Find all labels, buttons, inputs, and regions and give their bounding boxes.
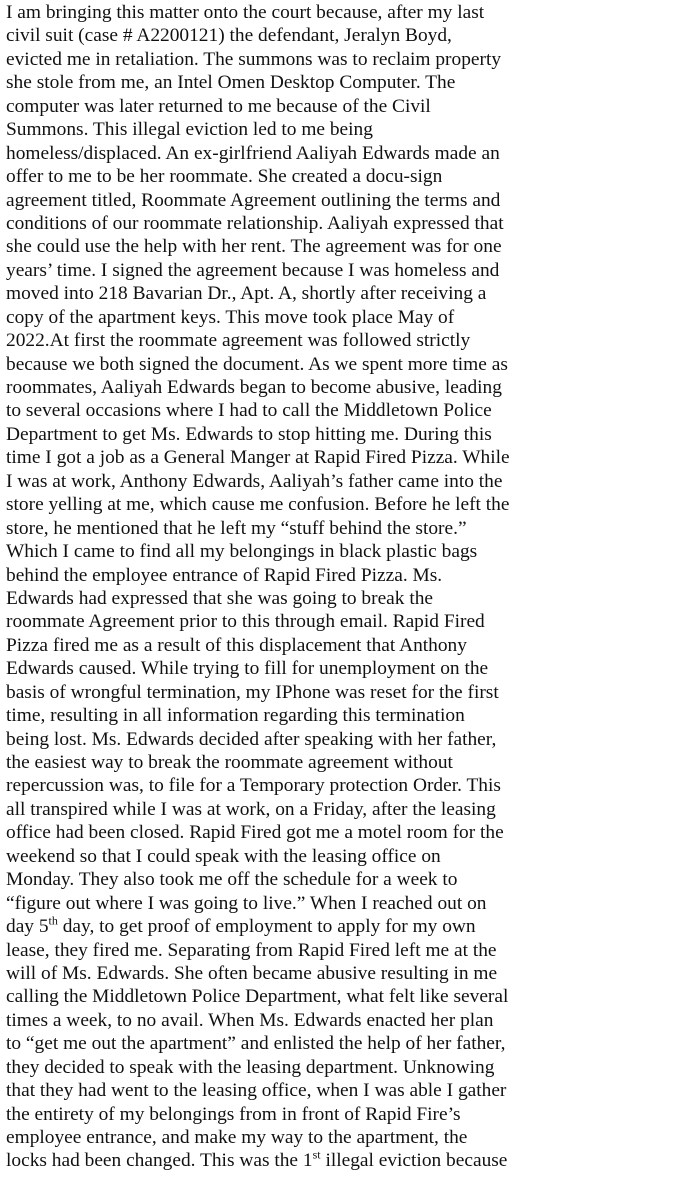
text-line — [6, 634, 699, 657]
text-segment: I am bringing this matter onto the court because, after my last — [6, 2, 485, 23]
text-segment: Which I came to find all my belongings in black plastic bags — [6, 541, 478, 563]
text-line — [6, 399, 699, 422]
text-segment: the entirety of my belongings from in front of Rapid Fire’s — [6, 1103, 461, 1125]
text-segment: will of Ms. Edwards. She often became abusive resulting in me — [6, 962, 498, 984]
text-line — [6, 235, 699, 258]
text-line — [6, 798, 699, 821]
text-line — [6, 892, 699, 915]
text-segment: computer was later returned to me because of the Civil — [6, 95, 431, 117]
text-segment: locks had been changed. This was the 1 — [6, 1150, 313, 1172]
text-segment: “figure out where I was going to live.” When I reached out on — [6, 892, 487, 914]
text-line — [6, 48, 699, 71]
text-line — [6, 774, 699, 797]
text-line — [6, 1056, 699, 1079]
text-line — [6, 845, 699, 868]
text-segment: I was at work, Anthony Edwards, Aaliyah’s father came into the — [6, 470, 503, 492]
text-segment: store, he mentioned that he left my “stuff behind the store.” — [6, 517, 467, 539]
text-segment: because we both signed the document. As we spent more time as — [6, 353, 508, 375]
text-line — [6, 165, 699, 188]
text-line — [6, 868, 699, 891]
text-line — [6, 95, 699, 118]
text-segment: offer to me to be her roommate. She created a docu-sign — [6, 166, 443, 188]
text-segment: day, to get proof of employment to apply for my own — [57, 916, 476, 938]
text-segment: she stole from me, an Intel Omen Desktop Computer. The — [6, 72, 456, 94]
text-line — [6, 681, 699, 704]
text-segment: time, resulting in all information regarding this termination — [6, 705, 465, 727]
text-segment: calling the Middletown Police Department, what felt like several — [6, 986, 509, 1008]
document-body-text — [6, 1, 699, 1173]
text-segment: civil suit (case # A2200121) the defendant, Jeralyn Boyd, — [6, 25, 452, 47]
text-segment: time I got a job as a General Manger at Rapid Fired Pizza. While — [6, 447, 510, 469]
text-segment: 2022.At first the roommate agreement was followed strictly — [6, 330, 471, 352]
text-segment: roommates, Aaliyah Edwards began to become abusive, leading — [6, 377, 502, 398]
text-line — [6, 610, 699, 633]
text-segment: times a week, to no avail. When Ms. Edwards enacted her plan — [6, 1009, 494, 1031]
text-line — [6, 376, 699, 399]
text-segment: that they had went to the leasing office, when I was able I gather — [6, 1080, 507, 1102]
text-segment: employee entrance, and make my way to the apartment, the — [6, 1127, 468, 1148]
text-line — [6, 259, 699, 282]
text-line — [6, 821, 699, 844]
text-line — [6, 470, 699, 493]
text-line — [6, 423, 699, 446]
text-segment: agreement titled, Roommate Agreement outlining the terms and — [6, 189, 501, 211]
text-line — [6, 704, 699, 727]
text-segment: moved into 218 Bavarian Dr., Apt. A, shortly after receiving a — [6, 283, 487, 305]
superscript-ordinal: st — [312, 1147, 321, 1162]
text-segment: they decided to speak with the leasing department. Unknowing — [6, 1056, 495, 1078]
text-segment: Pizza fired me as a result of this displacement that Anthony — [6, 634, 467, 656]
text-segment: Edwards caused. While trying to fill for unemployment on the — [6, 658, 489, 680]
text-segment: Department to get Ms. Edwards to stop hitting me. During this — [6, 423, 492, 445]
text-segment: copy of the apartment keys. This move took place May of — [6, 306, 455, 328]
text-line — [6, 212, 699, 235]
text-segment: behind the employee entrance of Rapid Fired Pizza. Ms. — [6, 564, 443, 586]
text-line — [6, 1, 699, 24]
text-line — [6, 751, 699, 774]
text-segment: illegal eviction because — [320, 1150, 508, 1172]
text-segment: repercussion was, to file for a Temporary protection Order. This — [6, 775, 501, 797]
text-line — [6, 1149, 699, 1172]
text-line — [6, 657, 699, 680]
text-line — [6, 540, 699, 563]
text-segment: basis of wrongful termination, my IPhone was reset for the first — [6, 681, 499, 703]
text-segment: all transpired while I was at work, on a Friday, after the leasing — [6, 798, 496, 820]
text-segment: store yelling at me, which cause me confusion. Before he left the — [6, 494, 510, 516]
text-line — [6, 71, 699, 94]
text-line — [6, 118, 699, 141]
text-segment: to “get me out the apartment” and enlisted the help of her father, — [6, 1033, 506, 1055]
text-line — [6, 1032, 699, 1055]
text-line — [6, 24, 699, 47]
text-line — [6, 446, 699, 469]
text-segment: office had been closed. Rapid Fired got me a motel room for the — [6, 822, 504, 844]
text-segment: weekend so that I could speak with the leasing office on — [6, 845, 441, 867]
text-segment: Monday. They also took me off the schedule for a week to — [6, 869, 458, 891]
text-line — [6, 1079, 699, 1102]
text-line — [6, 564, 699, 587]
text-segment: Summons. This illegal eviction led to me being — [6, 119, 373, 141]
text-line — [6, 306, 699, 329]
text-line — [6, 189, 699, 212]
text-segment: roommate Agreement prior to this through email. Rapid Fired — [6, 611, 485, 633]
text-segment: homeless/displaced. An ex-girlfriend Aaliyah Edwards made an — [6, 142, 500, 164]
text-line — [6, 985, 699, 1008]
text-segment: Edwards had expressed that she was going to break the — [6, 587, 434, 609]
text-segment: conditions of our roommate relationship. Aaliyah expressed that — [6, 212, 504, 234]
text-segment: day 5 — [6, 916, 49, 938]
text-line — [6, 728, 699, 751]
text-line — [6, 915, 699, 938]
text-segment: lease, they fired me. Separating from Rapid Fired left me at the — [6, 939, 497, 961]
text-line — [6, 1009, 699, 1032]
text-line — [6, 1126, 699, 1149]
text-segment: she could use the help with her rent. The agreement was for one — [6, 236, 502, 258]
text-line — [6, 282, 699, 305]
text-line — [6, 353, 699, 376]
text-segment: the easiest way to break the roommate agreement without — [6, 752, 453, 773]
text-line — [6, 493, 699, 516]
text-segment: to several occasions where I had to call the Middletown Police — [6, 400, 492, 422]
superscript-ordinal: th — [48, 913, 58, 928]
text-line — [6, 517, 699, 540]
text-line — [6, 587, 699, 610]
text-line — [6, 962, 699, 985]
text-segment: being lost. Ms. Edwards decided after speaking with her father, — [6, 728, 497, 750]
text-segment: years’ time. I signed the agreement because I was homeless and — [6, 259, 500, 281]
text-line — [6, 1103, 699, 1126]
text-line — [6, 142, 699, 165]
text-line — [6, 329, 699, 352]
text-line — [6, 939, 699, 962]
text-segment: evicted me in retaliation. The summons was to reclaim property — [6, 48, 502, 70]
